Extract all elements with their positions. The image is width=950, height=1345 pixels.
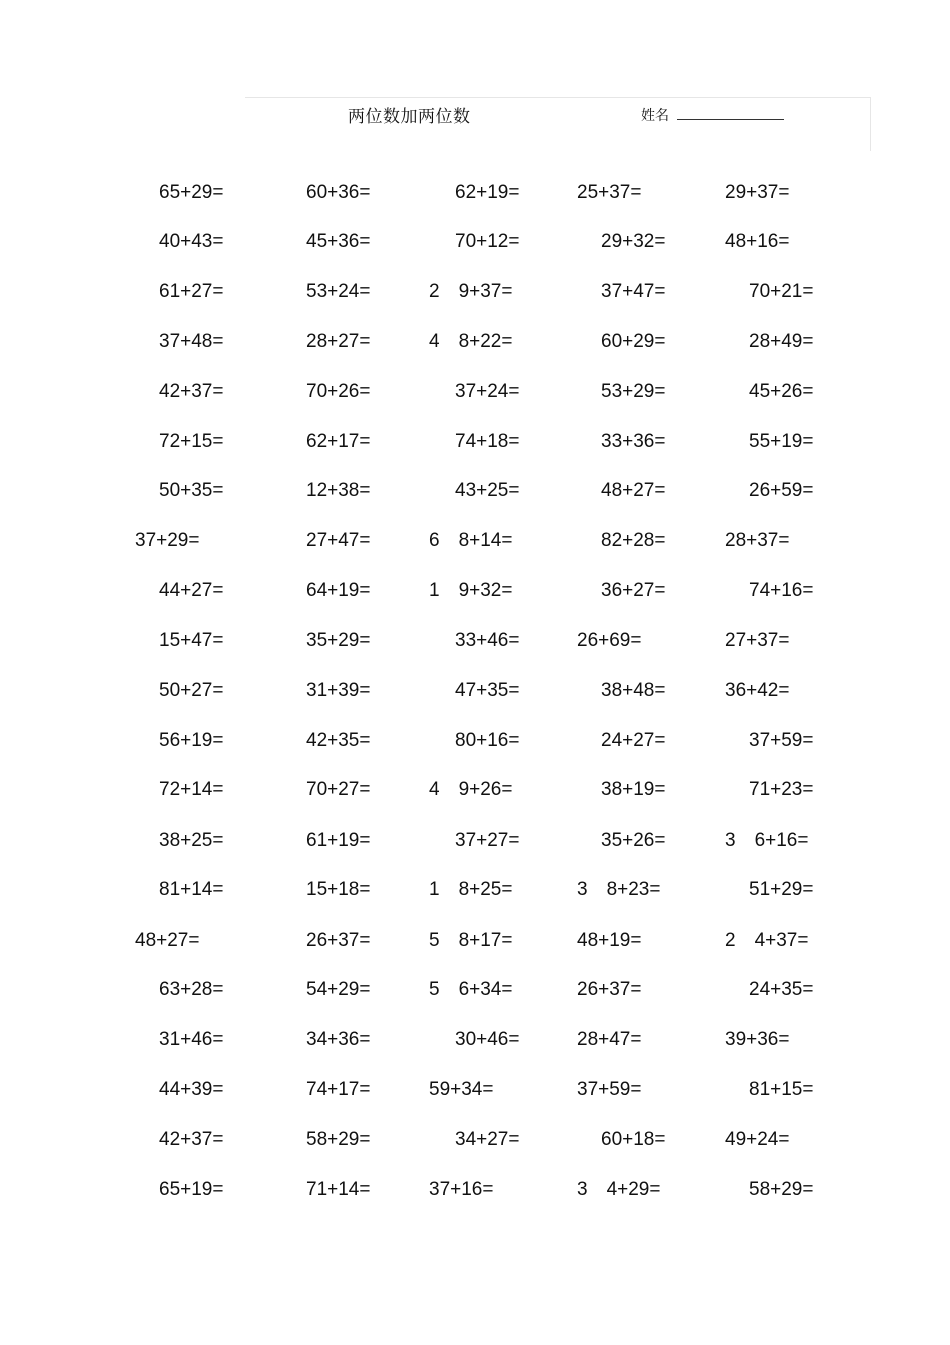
- problem-cell: 4 8+22=: [429, 331, 513, 352]
- problem-cell: 28+27=: [306, 331, 371, 352]
- problem-cell: 74+17=: [306, 1079, 371, 1100]
- problem-cell: 71+14=: [306, 1179, 371, 1200]
- problem-cell: 26+69=: [577, 630, 642, 651]
- problem-cell: 34+27=: [455, 1129, 520, 1150]
- problem-cell: 44+27=: [159, 580, 224, 601]
- problem-cell: 45+36=: [306, 231, 371, 252]
- problem-cell: 72+15=: [159, 431, 224, 452]
- problem-cell: 37+59=: [749, 730, 814, 751]
- problem-cell: 40+43=: [159, 231, 224, 252]
- problem-cell: 24+27=: [601, 730, 666, 751]
- problem-cell: 74+16=: [749, 580, 814, 601]
- problem-cell: 6 8+14=: [429, 530, 513, 551]
- problem-cell: 70+26=: [306, 381, 371, 402]
- problem-cell: 35+29=: [306, 630, 371, 651]
- problem-cell: 31+46=: [159, 1029, 224, 1050]
- problem-cell: 2 9+37=: [429, 281, 513, 302]
- problem-cell: 27+37=: [725, 630, 790, 651]
- problem-cell: 37+29=: [135, 530, 200, 551]
- name-label: 姓名: [641, 108, 669, 124]
- problem-cell: 39+36=: [725, 1029, 790, 1050]
- problem-cell: 60+36=: [306, 182, 371, 203]
- problem-cell: 25+37=: [577, 182, 642, 203]
- problem-cell: 4 9+26=: [429, 779, 513, 800]
- problem-cell: 62+19=: [455, 182, 520, 203]
- problem-cell: 38+48=: [601, 680, 666, 701]
- problem-cell: 50+27=: [159, 680, 224, 701]
- problem-cell: 33+46=: [455, 630, 520, 651]
- problem-cell: 3 8+23=: [577, 879, 661, 900]
- problem-cell: 35+26=: [601, 830, 666, 851]
- problem-cell: 71+23=: [749, 779, 814, 800]
- problem-cell: 2 4+37=: [725, 930, 809, 951]
- problem-cell: 37+16=: [429, 1179, 494, 1200]
- problem-cell: 29+32=: [601, 231, 666, 252]
- problem-cell: 15+47=: [159, 630, 224, 651]
- problem-cell: 26+59=: [749, 480, 814, 501]
- problem-cell: 37+47=: [601, 281, 666, 302]
- worksheet-title: 两位数加两位数: [348, 107, 471, 127]
- problem-cell: 82+28=: [601, 530, 666, 551]
- problem-cell: 36+27=: [601, 580, 666, 601]
- problem-cell: 42+35=: [306, 730, 371, 751]
- problem-cell: 48+27=: [135, 930, 200, 951]
- problem-cell: 64+19=: [306, 580, 371, 601]
- problem-cell: 30+46=: [455, 1029, 520, 1050]
- problem-cell: 48+16=: [725, 231, 790, 252]
- problem-cell: 37+48=: [159, 331, 224, 352]
- problem-cell: 47+35=: [455, 680, 520, 701]
- problem-cell: 1 8+25=: [429, 879, 513, 900]
- problem-cell: 58+29=: [306, 1129, 371, 1150]
- problem-cell: 80+16=: [455, 730, 520, 751]
- problem-cell: 48+19=: [577, 930, 642, 951]
- problem-cell: 28+47=: [577, 1029, 642, 1050]
- problem-cell: 5 6+34=: [429, 979, 513, 1000]
- problem-cell: 65+19=: [159, 1179, 224, 1200]
- problem-cell: 53+29=: [601, 381, 666, 402]
- problem-cell: 54+29=: [306, 979, 371, 1000]
- problem-cell: 74+18=: [455, 431, 520, 452]
- problem-cell: 42+37=: [159, 381, 224, 402]
- problem-cell: 27+47=: [306, 530, 371, 551]
- problem-cell: 36+42=: [725, 680, 790, 701]
- problem-cell: 28+49=: [749, 331, 814, 352]
- problem-cell: 37+27=: [455, 830, 520, 851]
- problem-cell: 26+37=: [577, 979, 642, 1000]
- problem-cell: 53+24=: [306, 281, 371, 302]
- problem-cell: 15+18=: [306, 879, 371, 900]
- problem-cell: 42+37=: [159, 1129, 224, 1150]
- problem-cell: 3 4+29=: [577, 1179, 661, 1200]
- problem-cell: 58+29=: [749, 1179, 814, 1200]
- problem-cell: 29+37=: [725, 182, 790, 203]
- problem-cell: 60+29=: [601, 331, 666, 352]
- problem-cell: 51+29=: [749, 879, 814, 900]
- problem-cell: 62+17=: [306, 431, 371, 452]
- problem-cell: 45+26=: [749, 381, 814, 402]
- problem-cell: 72+14=: [159, 779, 224, 800]
- problem-cell: 38+25=: [159, 830, 224, 851]
- problem-cell: 70+27=: [306, 779, 371, 800]
- problem-cell: 63+28=: [159, 979, 224, 1000]
- problem-cell: 49+24=: [725, 1129, 790, 1150]
- problem-cell: 3 6+16=: [725, 830, 809, 851]
- problem-cell: 60+18=: [601, 1129, 666, 1150]
- problem-cell: 65+29=: [159, 182, 224, 203]
- problem-cell: 34+36=: [306, 1029, 371, 1050]
- problem-cell: 70+21=: [749, 281, 814, 302]
- problem-cell: 37+59=: [577, 1079, 642, 1100]
- problem-cell: 50+35=: [159, 480, 224, 501]
- problem-cell: 70+12=: [455, 231, 520, 252]
- problem-cell: 44+39=: [159, 1079, 224, 1100]
- problem-cell: 81+15=: [749, 1079, 814, 1100]
- problem-cell: 28+37=: [725, 530, 790, 551]
- problem-cell: 31+39=: [306, 680, 371, 701]
- problem-cell: 56+19=: [159, 730, 224, 751]
- problem-cell: 24+35=: [749, 979, 814, 1000]
- problem-cell: 38+19=: [601, 779, 666, 800]
- problem-cell: 12+38=: [306, 480, 371, 501]
- problem-cell: 61+27=: [159, 281, 224, 302]
- problem-cell: 48+27=: [601, 480, 666, 501]
- problem-cell: 26+37=: [306, 930, 371, 951]
- problem-cell: 61+19=: [306, 830, 371, 851]
- problem-cell: 33+36=: [601, 431, 666, 452]
- problem-cell: 59+34=: [429, 1079, 494, 1100]
- problem-cell: 37+24=: [455, 381, 520, 402]
- problem-cell: 55+19=: [749, 431, 814, 452]
- problem-cell: 1 9+32=: [429, 580, 513, 601]
- problem-cell: 5 8+17=: [429, 930, 513, 951]
- problem-cell: 43+25=: [455, 480, 520, 501]
- problem-cell: 81+14=: [159, 879, 224, 900]
